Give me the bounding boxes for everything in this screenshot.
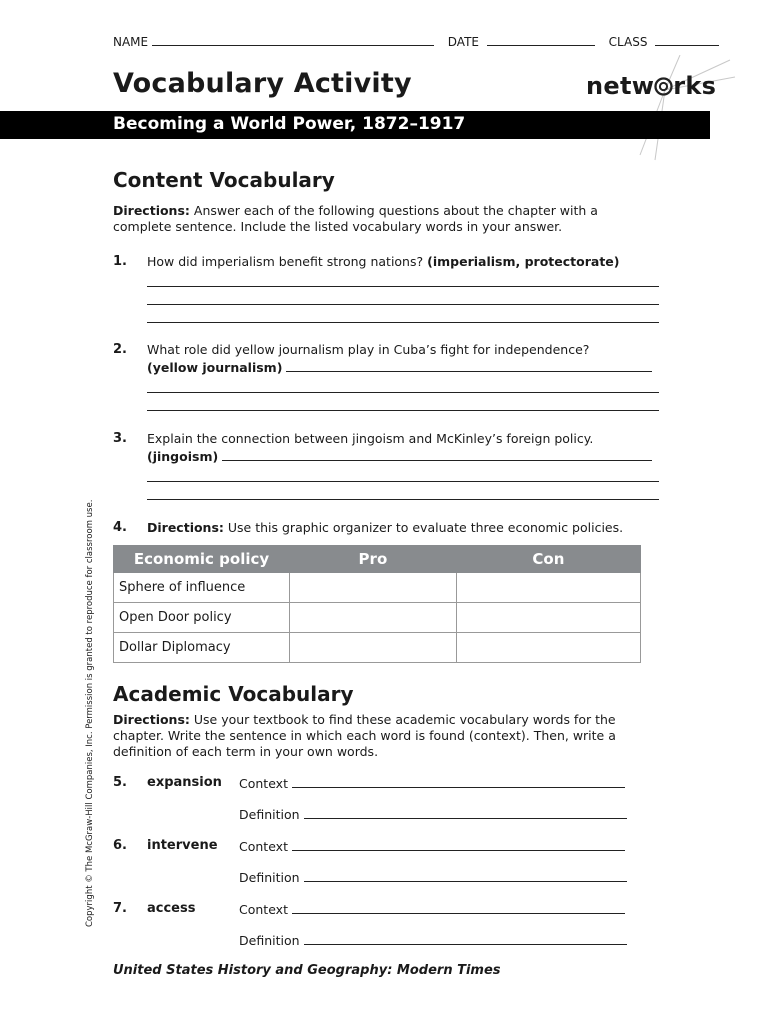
question-2-answer-line[interactable] xyxy=(147,410,659,411)
question-1-answer-line[interactable] xyxy=(147,304,659,305)
item-5-context xyxy=(239,775,625,791)
class-label: CLASS xyxy=(608,35,648,49)
item-5-definition xyxy=(239,806,627,822)
organizer-policy-cell: Dollar Diplomacy xyxy=(114,633,290,663)
question-2-number: 2. xyxy=(113,342,127,357)
page-title: Vocabulary Activity xyxy=(113,68,412,99)
question-1-prompt: How did imperialism benefit strong nations? xyxy=(147,254,424,269)
question-1-answer-line[interactable] xyxy=(147,286,659,287)
question-1-vocab-words: (imperialism, protectorate) xyxy=(427,254,620,269)
question-3-prompt: Explain the connection between jingoism and McKinley’s foreign policy. xyxy=(147,431,594,446)
definition-label: Definition xyxy=(239,870,300,885)
question-2-answer-line[interactable] xyxy=(286,359,652,372)
name-label: NAME xyxy=(113,35,149,49)
organizer-con-cell[interactable] xyxy=(456,633,640,663)
academic-vocabulary-heading: Academic Vocabulary xyxy=(113,682,354,706)
content-directions xyxy=(113,203,633,235)
question-3-number: 3. xyxy=(113,431,127,446)
definition-label: Definition xyxy=(239,933,300,948)
question-1-text xyxy=(147,253,659,271)
context-answer-line[interactable] xyxy=(292,901,625,914)
question-1-answer-line[interactable] xyxy=(147,322,659,323)
organizer-header-policy: Economic policy xyxy=(114,546,290,573)
organizer-row xyxy=(114,573,641,603)
class-field[interactable] xyxy=(655,34,719,46)
question-3-answer-line[interactable] xyxy=(222,448,652,461)
date-field[interactable] xyxy=(487,34,595,46)
organizer-pro-cell[interactable] xyxy=(290,573,457,603)
logo-text-start: netw xyxy=(586,72,655,100)
organizer-row xyxy=(114,603,641,633)
directions-text: Answer each of the following questions about the chapter with a complete sentence. Include the listed vocabulary words in your answer. xyxy=(113,203,598,234)
context-answer-line[interactable] xyxy=(292,838,625,851)
graphic-organizer-table xyxy=(113,545,641,663)
student-info-fields xyxy=(113,34,713,49)
item-7-context xyxy=(239,901,625,917)
question-4-text xyxy=(147,519,659,537)
organizer-header-pro: Pro xyxy=(290,546,457,573)
question-3-text xyxy=(147,430,659,466)
organizer-header-row xyxy=(114,546,641,573)
directions-label: Directions: xyxy=(113,712,190,727)
question-4-prompt: Use this graphic organizer to evaluate three economic policies. xyxy=(227,520,624,535)
question-4-number: 4. xyxy=(113,520,127,535)
definition-label: Definition xyxy=(239,807,300,822)
question-3-answer-line[interactable] xyxy=(147,499,659,500)
date-label: DATE xyxy=(447,35,479,49)
academic-directions xyxy=(113,712,633,760)
organizer-policy-cell: Open Door policy xyxy=(114,603,290,633)
question-2-prompt: What role did yellow journalism play in Cuba’s fight for independence? xyxy=(147,342,590,357)
book-title-footer: United States History and Geography: Modern Times xyxy=(113,963,501,978)
question-3-answer-line[interactable] xyxy=(147,481,659,482)
organizer-pro-cell[interactable] xyxy=(290,633,457,663)
organizer-con-cell[interactable] xyxy=(456,603,640,633)
context-label: Context xyxy=(239,839,288,854)
question-4-directions-label: Directions: xyxy=(147,520,224,535)
item-6-number: 6. xyxy=(113,838,127,853)
logo-text-end: rks xyxy=(673,72,717,100)
definition-answer-line[interactable] xyxy=(304,932,627,945)
item-5-number: 5. xyxy=(113,775,127,790)
question-2-text xyxy=(147,341,659,377)
directions-text: Use your textbook to find these academic vocabulary words for the chapter. Write the sentence in which each word is found (context). Then, write a definition of each term in your own words. xyxy=(113,712,616,759)
item-6-context xyxy=(239,838,625,854)
question-2-vocab-words: (yellow journalism) xyxy=(147,360,283,375)
organizer-policy-cell: Sphere of influence xyxy=(114,573,290,603)
organizer-con-cell[interactable] xyxy=(456,573,640,603)
directions-label: Directions: xyxy=(113,203,190,218)
question-1-number: 1. xyxy=(113,254,127,269)
content-vocabulary-heading: Content Vocabulary xyxy=(113,168,335,192)
context-label: Context xyxy=(239,902,288,917)
item-7-definition xyxy=(239,932,627,948)
copyright-notice: Copyright © The McGraw-Hill Companies, Inc. Permission is granted to reproduce for classroom use. xyxy=(85,499,95,927)
organizer-pro-cell[interactable] xyxy=(290,603,457,633)
item-7-word: access xyxy=(147,901,196,916)
chapter-title: Becoming a World Power, 1872–1917 xyxy=(113,114,466,134)
context-answer-line[interactable] xyxy=(292,775,625,788)
item-6-definition xyxy=(239,869,627,885)
logo-o-target-icon xyxy=(654,77,673,96)
question-3-vocab-words: (jingoism) xyxy=(147,449,219,464)
definition-answer-line[interactable] xyxy=(304,869,627,882)
item-5-word: expansion xyxy=(147,775,222,790)
item-6-word: intervene xyxy=(147,838,218,853)
context-label: Context xyxy=(239,776,288,791)
definition-answer-line[interactable] xyxy=(304,806,627,819)
question-2-answer-line[interactable] xyxy=(147,392,659,393)
networks-logo xyxy=(586,72,716,100)
organizer-header-con: Con xyxy=(456,546,640,573)
name-field[interactable] xyxy=(152,34,434,46)
item-7-number: 7. xyxy=(113,901,127,916)
organizer-row xyxy=(114,633,641,663)
